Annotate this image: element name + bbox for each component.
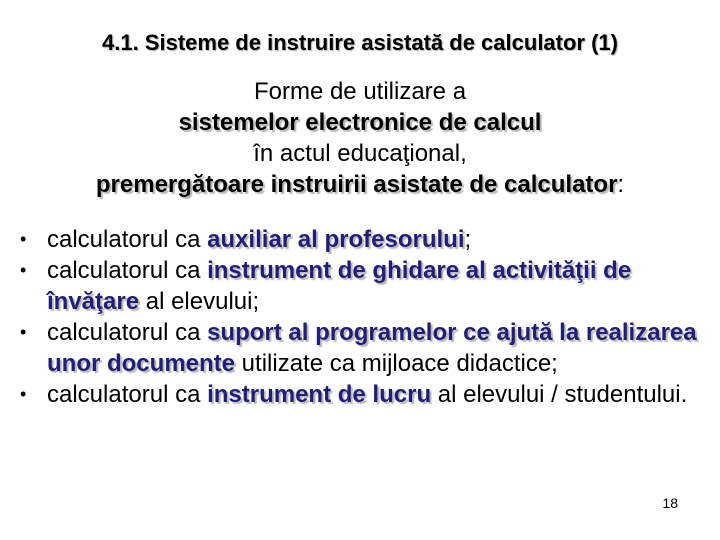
bullet-icon: • bbox=[20, 260, 27, 280]
bullet-icon: • bbox=[20, 229, 27, 249]
intro-line-1: Forme de utilizare a bbox=[253, 78, 467, 105]
page-number: 18 bbox=[662, 495, 678, 511]
bullet-prefix: calculatorul ca bbox=[47, 226, 208, 253]
bullet-highlight: suport al programelor ce ajută la realizarea unor documente bbox=[47, 319, 697, 377]
intro-line-3: în actul educaţional, bbox=[253, 140, 467, 167]
intro-line-4 bbox=[0, 169, 720, 200]
bullet-suffix: ; bbox=[464, 226, 472, 253]
bullet-suffix: utilizate ca mijloace didactice; bbox=[235, 350, 558, 377]
bullet-prefix: calculatorul ca bbox=[47, 257, 208, 284]
bullet-prefix: calculatorul ca bbox=[47, 381, 208, 408]
bullet-item bbox=[20, 224, 700, 255]
intro-line-2: sistemelor electronice de calcul bbox=[178, 109, 542, 136]
bullet-list bbox=[20, 224, 700, 410]
intro-line-4-emphasis: premergătoare instruirii asistate de calculator bbox=[95, 171, 618, 198]
bullet-item bbox=[20, 255, 700, 317]
bullet-suffix: al elevului; bbox=[139, 288, 260, 315]
bullet-icon: • bbox=[20, 384, 27, 404]
intro-block bbox=[0, 76, 720, 200]
bullet-prefix: calculatorul ca bbox=[47, 319, 208, 346]
intro-line-4-suffix: : bbox=[617, 171, 625, 198]
bullet-highlight: instrument de lucru bbox=[207, 381, 432, 408]
slide-title: 4.1. Sisteme de instruire asistată de calculator (1) bbox=[102, 30, 618, 55]
bullet-highlight: auxiliar al profesorului bbox=[207, 226, 465, 253]
bullet-suffix: al elevului / studentului. bbox=[431, 381, 688, 408]
bullet-item bbox=[20, 379, 700, 410]
bullet-item bbox=[20, 317, 700, 379]
bullet-highlight: instrument de ghidare al activităţii de învăţare bbox=[47, 257, 632, 315]
bullet-icon: • bbox=[20, 322, 27, 342]
